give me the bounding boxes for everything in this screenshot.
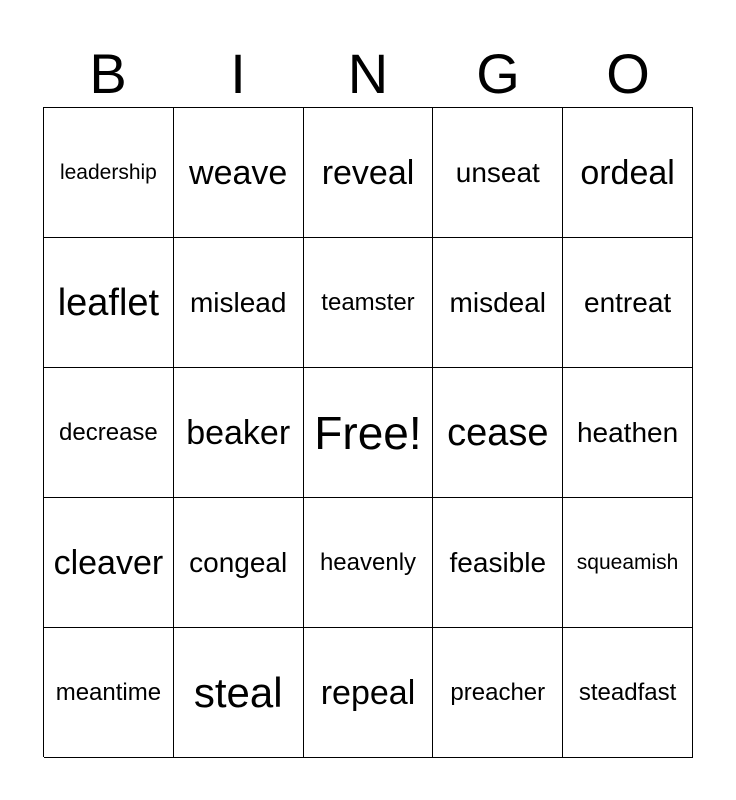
bingo-cell[interactable]: beaker (174, 368, 304, 498)
bingo-cell[interactable]: repeal (304, 628, 434, 758)
bingo-cell[interactable]: misdeal (433, 238, 563, 368)
board-row-4 (44, 498, 693, 628)
board-row-1 (44, 108, 693, 238)
header-letter-i: I (230, 42, 246, 105)
board-row-3 (44, 368, 693, 498)
board-row-2 (44, 238, 693, 368)
bingo-cell[interactable]: steadfast (563, 628, 693, 758)
bingo-cell[interactable]: preacher (433, 628, 563, 758)
bingo-header (43, 40, 693, 108)
bingo-cell[interactable]: meantime (44, 628, 174, 758)
bingo-cell[interactable]: ordeal (563, 108, 693, 238)
header-letter-b: B (89, 42, 127, 105)
bingo-cell[interactable]: heathen (563, 368, 693, 498)
bingo-cell[interactable]: weave (174, 108, 304, 238)
bingo-cell[interactable]: cease (433, 368, 563, 498)
bingo-board (43, 107, 693, 757)
bingo-cell[interactable]: teamster (304, 238, 434, 368)
bingo-cell[interactable]: squeamish (563, 498, 693, 628)
header-letter-n: N (347, 42, 389, 105)
board-row-5 (44, 628, 693, 758)
bingo-cell[interactable]: decrease (44, 368, 174, 498)
bingo-cell[interactable]: entreat (563, 238, 693, 368)
bingo-cell[interactable]: heavenly (304, 498, 434, 628)
bingo-cell[interactable]: unseat (433, 108, 563, 238)
bingo-cell[interactable]: leaflet (44, 238, 174, 368)
bingo-cell[interactable]: reveal (304, 108, 434, 238)
bingo-cell[interactable]: mislead (174, 238, 304, 368)
bingo-cell[interactable]: congeal (174, 498, 304, 628)
header-letter-g: G (476, 42, 520, 105)
header-letter-o: O (606, 42, 650, 105)
bingo-cell[interactable]: cleaver (44, 498, 174, 628)
bingo-cell[interactable]: steal (174, 628, 304, 758)
bingo-cell[interactable]: feasible (433, 498, 563, 628)
bingo-cell[interactable]: leadership (44, 108, 174, 238)
free-space-cell[interactable]: Free! (304, 368, 434, 498)
